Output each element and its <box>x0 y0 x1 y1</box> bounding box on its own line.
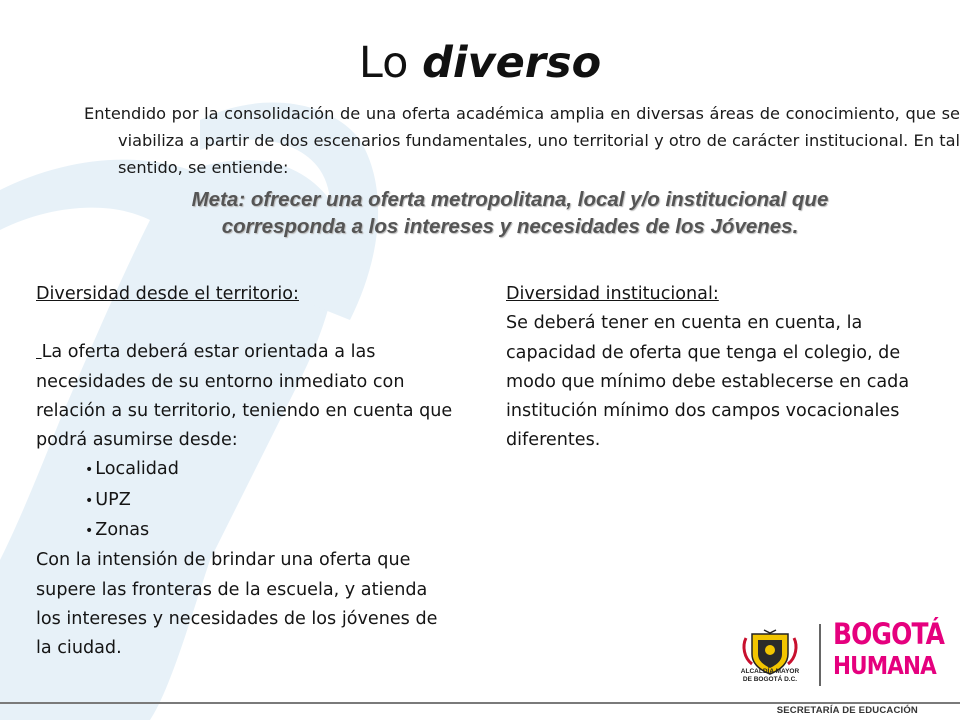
goal-statement: Meta: ofrecer una oferta metropolitana, local y/o institucional que corresponda a los intereses y necesidades de los Jóvenes. <box>191 188 829 238</box>
left-column-closing: Con la intensión de brindar una oferta que supere las fronteras de la escuela, y atienda los intereses y necesidades de los jóvenes de la ciudad. <box>36 550 438 659</box>
seal-caption-line: DE BOGOTÁ D.C. <box>742 675 798 683</box>
right-column-paragraph: Se deberá tener en cuenta en cuenta, la capacidad de oferta que tenga el colegio, de modo que mínimo debe establecerse en cada institución mínimo dos campos vocacionales diferentes. <box>506 313 910 451</box>
page-title <box>0 40 960 87</box>
right-column-heading: Diversidad institucional: <box>506 284 719 304</box>
list-item-label: Localidad <box>95 459 179 480</box>
list-item <box>85 516 456 546</box>
logo-divider <box>819 624 821 686</box>
territory-list <box>36 455 456 546</box>
bogota-wordmark: BOGOTÁ <box>833 617 945 651</box>
bullet-icon: • <box>85 462 94 479</box>
title-plain: Lo <box>358 38 423 88</box>
title-emphasis: diverso <box>422 38 602 88</box>
left-column-heading: Diversidad desde el territorio: <box>36 284 299 304</box>
left-column <box>36 280 456 664</box>
left-column-paragraph <box>36 338 456 455</box>
right-column <box>506 280 946 456</box>
footer-divider <box>0 702 960 704</box>
bullet-icon: • <box>85 492 94 509</box>
branding-logos <box>738 617 945 693</box>
list-item <box>85 486 456 516</box>
seal-caption <box>730 668 810 683</box>
list-item-label: UPZ <box>95 489 131 510</box>
left-column-paragraph-text: La oferta deberá estar orientada a las necesidades de su entorno inmediato con relación a su territorio, teniendo en cuenta que podrá asumirse desde: <box>36 342 453 451</box>
bullet-icon: • <box>85 523 94 540</box>
spacer <box>36 309 456 338</box>
intro-paragraph: Entendido por la consolidación de una oferta académica amplia en diversas áreas de conocimiento, que se viabiliza a partir de dos escenarios fundamentales, uno territorial y otro de carácter institucional. En tal sentido, se entiende: <box>84 104 960 177</box>
seal-caption-line: ALCALDÍA MAYOR <box>740 668 800 675</box>
footer-label: SECRETARÍA DE EDUCACIÓN <box>776 705 918 716</box>
humana-wordmark: HUMANA <box>833 651 936 680</box>
list-item <box>85 455 456 485</box>
list-item-label: Zonas <box>95 520 150 541</box>
